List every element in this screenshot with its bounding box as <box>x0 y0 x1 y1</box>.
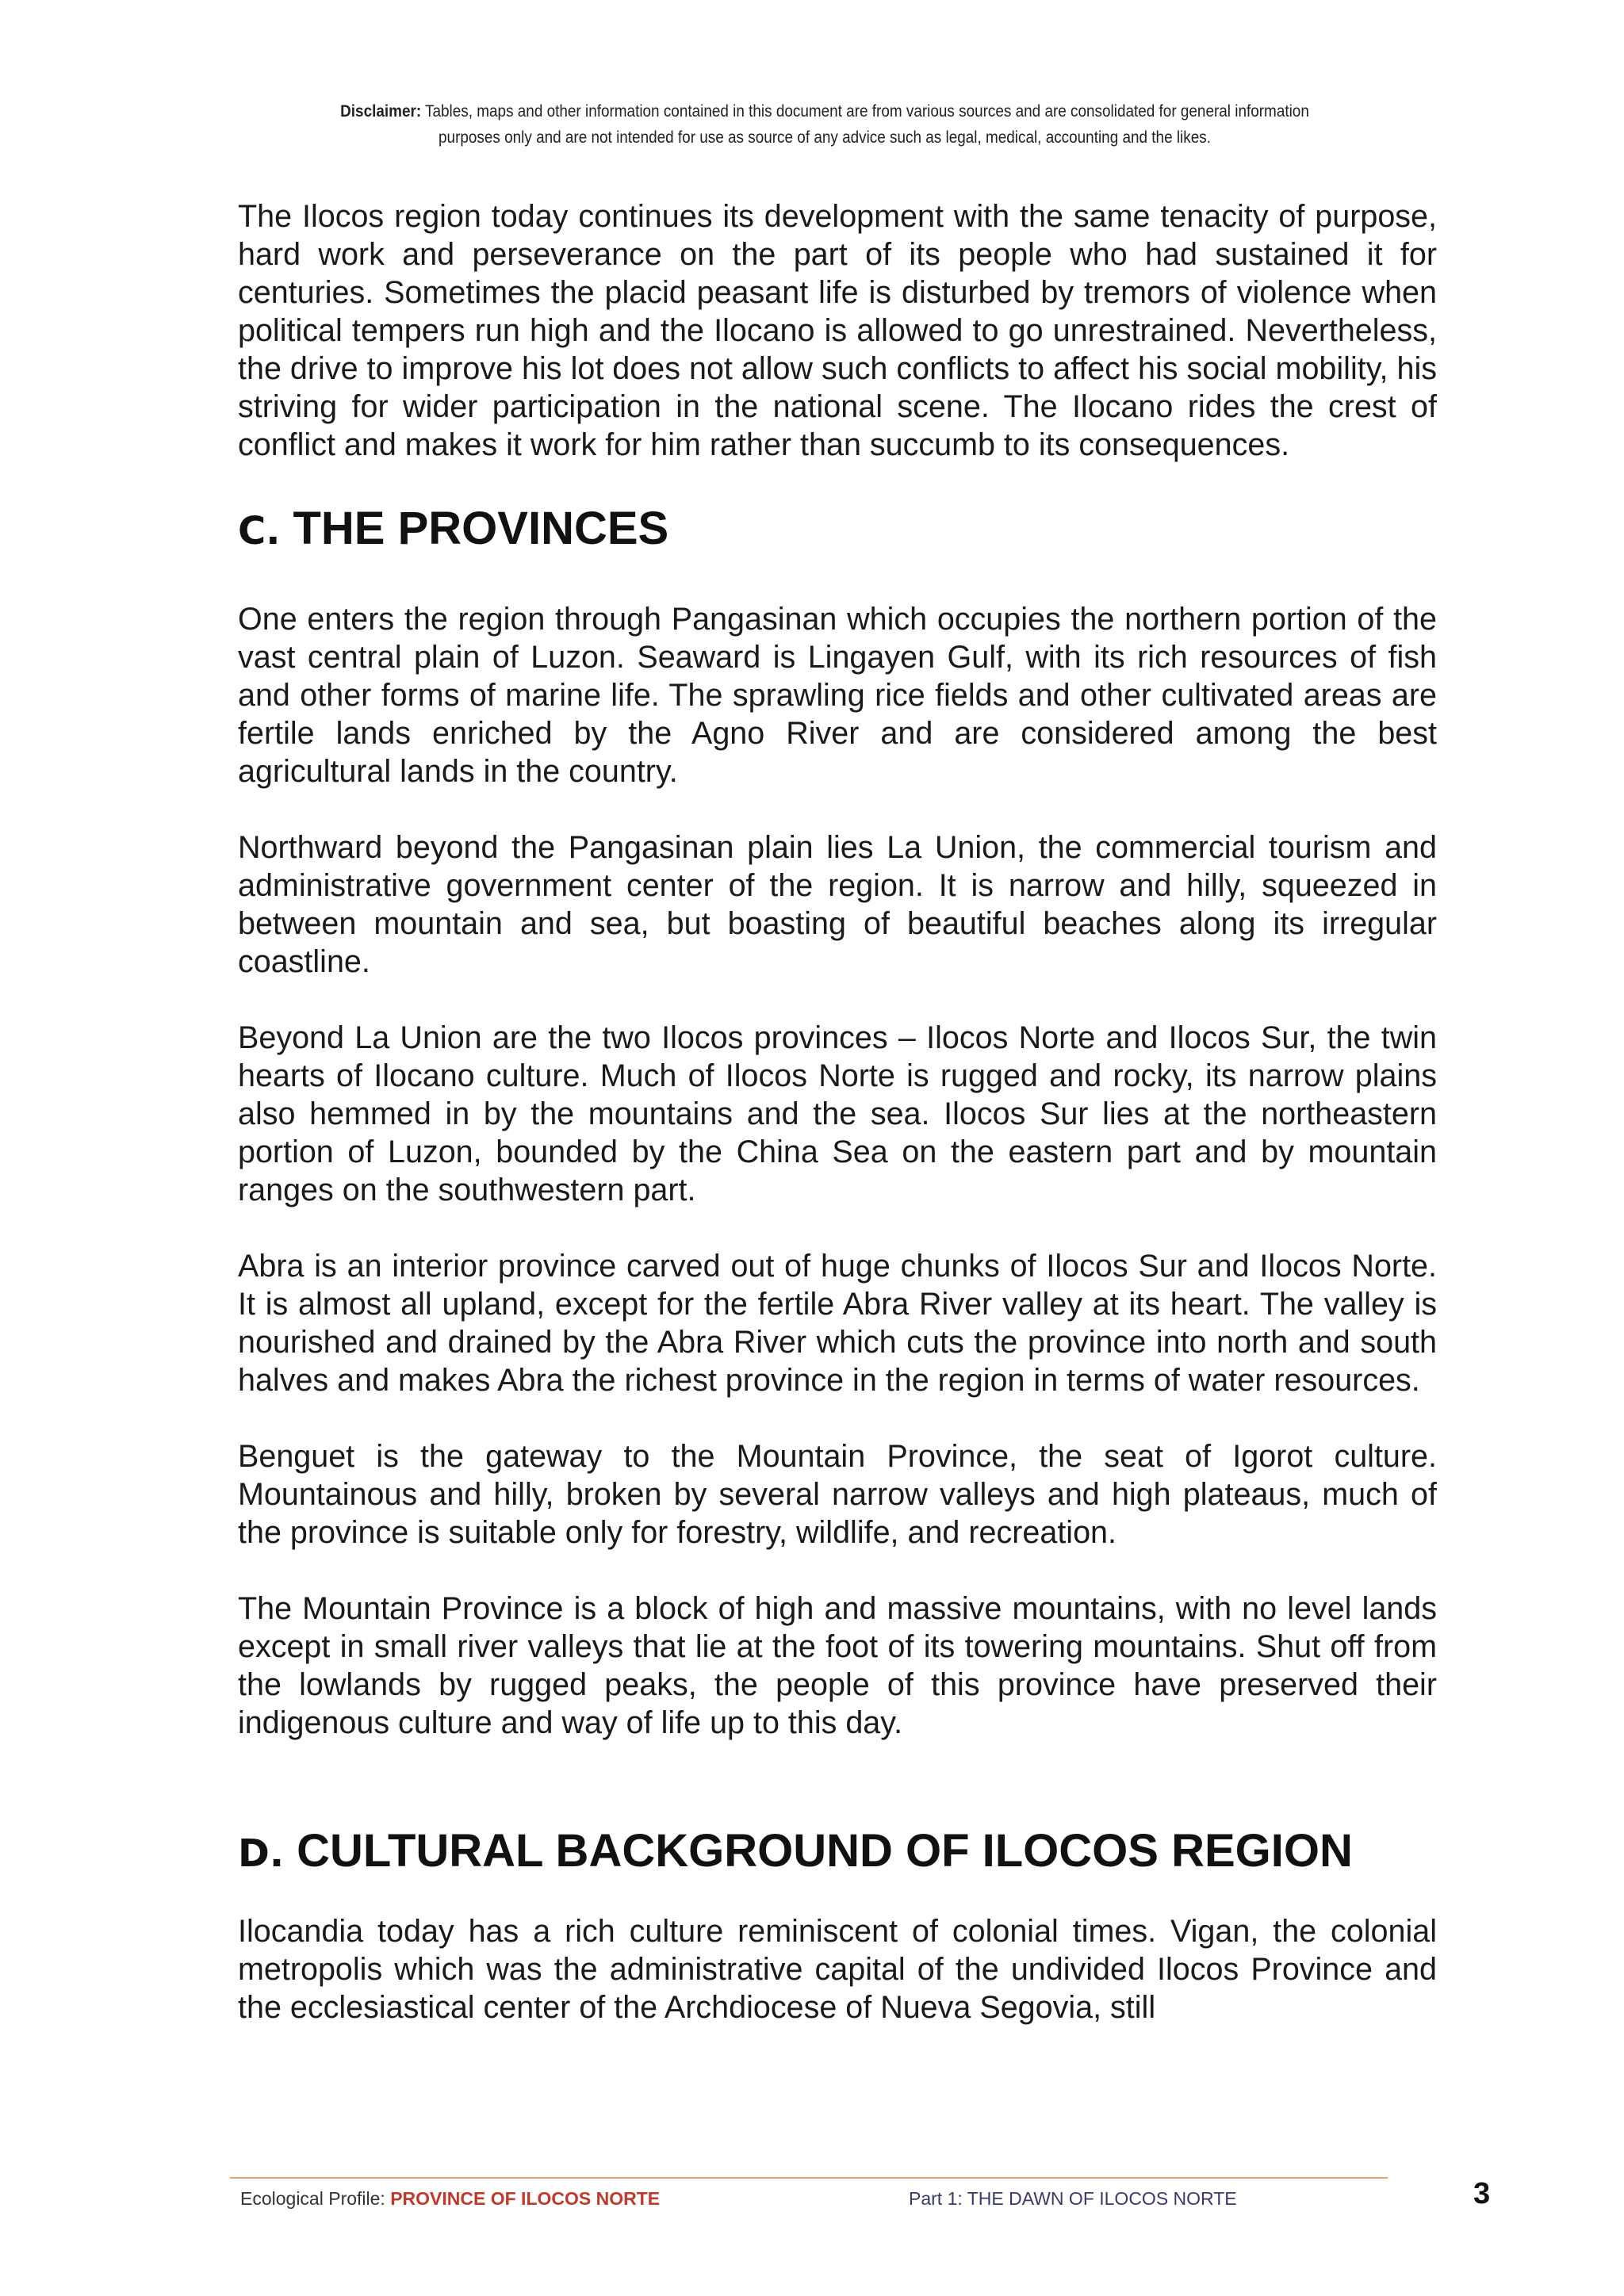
footer-divider <box>230 2177 1388 2179</box>
footer-part-title: Part 1: THE DAWN OF ILOCOS NORTE <box>909 2188 1237 2209</box>
document-body <box>238 197 1437 2064</box>
footer-left <box>240 2187 660 2210</box>
section-c-title: THE PROVINCES <box>293 503 669 554</box>
provinces-paragraph-ilocos: Beyond La Union are the two Ilocos provinces – Ilocos Norte and Ilocos Sur, the twin hearts of Ilocano culture. Much of Ilocos Norte is rugged and rocky, its narrow plains also hemmed in by the mountains and the sea. Ilocos Sur lies at the northeastern portion of Luzon, bounded by the China Sea on the eastern part and by mountain ranges on the southwestern part. <box>238 1020 1437 1207</box>
provinces-paragraph-benguet: Benguet is the gateway to the Mountain Province, the seat of Igorot culture. Mountainous and hilly, broken by several narrow valleys and high plateaus, much of the province is suitable only for forestry, wildlife, and recreation. <box>238 1439 1437 1550</box>
provinces-paragraph-pangasinan: One enters the region through Pangasinan which occupies the northern portion of the vast central plain of Luzon. Seaward is Lingayen Gulf, with its rich resources of fish and other forms of marine life. The sprawling rice fields and other cultivated areas are fertile lands enriched by the Agno River and are considered among the best agricultural lands in the country. <box>238 602 1437 789</box>
intro-paragraph: The Ilocos region today continues its development with the same tenacity of purpose, hard work and perseverance on the part of its people who had sustained it for centuries. Sometimes the placid peasant life is disturbed by tremors of violence when political tempers run high and the Ilocano is allowed to go unrestrained. Nevertheless, the drive to improve his lot does not allow such conflicts to affect his social mobility, his striving for wider participation in the national scene. The Ilocano rides the crest of conflict and makes it work for him rather than succumb to its consequences. <box>238 199 1437 462</box>
provinces-paragraph-abra: Abra is an interior province carved out of huge chunks of Ilocos Sur and Ilocos Norte. It is almost all upland, except for the fertile Abra River valley at its heart. The valley is nourished and drained by the Abra River which cuts the province into north and south halves and makes Abra the richest province in the region in terms of water resources. <box>238 1249 1437 1398</box>
section-d-heading <box>238 1824 1437 1877</box>
page-number: 3 <box>1473 2177 1491 2210</box>
section-c-letter: C. <box>238 509 281 553</box>
provinces-paragraph-la-union: Northward beyond the Pangasinan plain lies La Union, the commercial tourism and administrative government center of the region. It is narrow and hilly, squeezed in between mountain and sea, but boasting of beautiful beaches along its irregular coastline. <box>238 830 1437 979</box>
cultural-paragraph: Ilocandia today has a rich culture reminiscent of colonial times. Vigan, the colonial metropolis which was the administrative capital of the undivided Ilocos Province and the ecclesiastical center of the Archdiocese of Nueva Segovia, still <box>238 1914 1437 2025</box>
section-d-title: CULTURAL BACKGROUND OF ILOCOS REGION <box>297 1825 1353 1877</box>
disclaimer <box>308 98 1341 151</box>
section-c-heading <box>238 502 1437 555</box>
section-d-letter: D. <box>238 1831 285 1876</box>
footer-prefix: Ecological Profile: <box>240 2188 391 2209</box>
footer-brand: PROVINCE OF ILOCOS NORTE <box>390 2188 661 2209</box>
disclaimer-label: Disclaimer: <box>340 101 422 121</box>
disclaimer-text: Tables, maps and other information contained in this document are from various sources and are consolidated for general information purposes only and are not intended for use as source of any advice such as legal, medical, accounting and the likes. <box>421 101 1309 147</box>
provinces-paragraph-mountain-province: The Mountain Province is a block of high and massive mountains, with no level lands except in small river valleys that lie at the foot of its towering mountains. Shut off from the lowlands by rugged peaks, the people of this province have preserved their indigenous culture and way of life up to this day. <box>238 1591 1437 1740</box>
